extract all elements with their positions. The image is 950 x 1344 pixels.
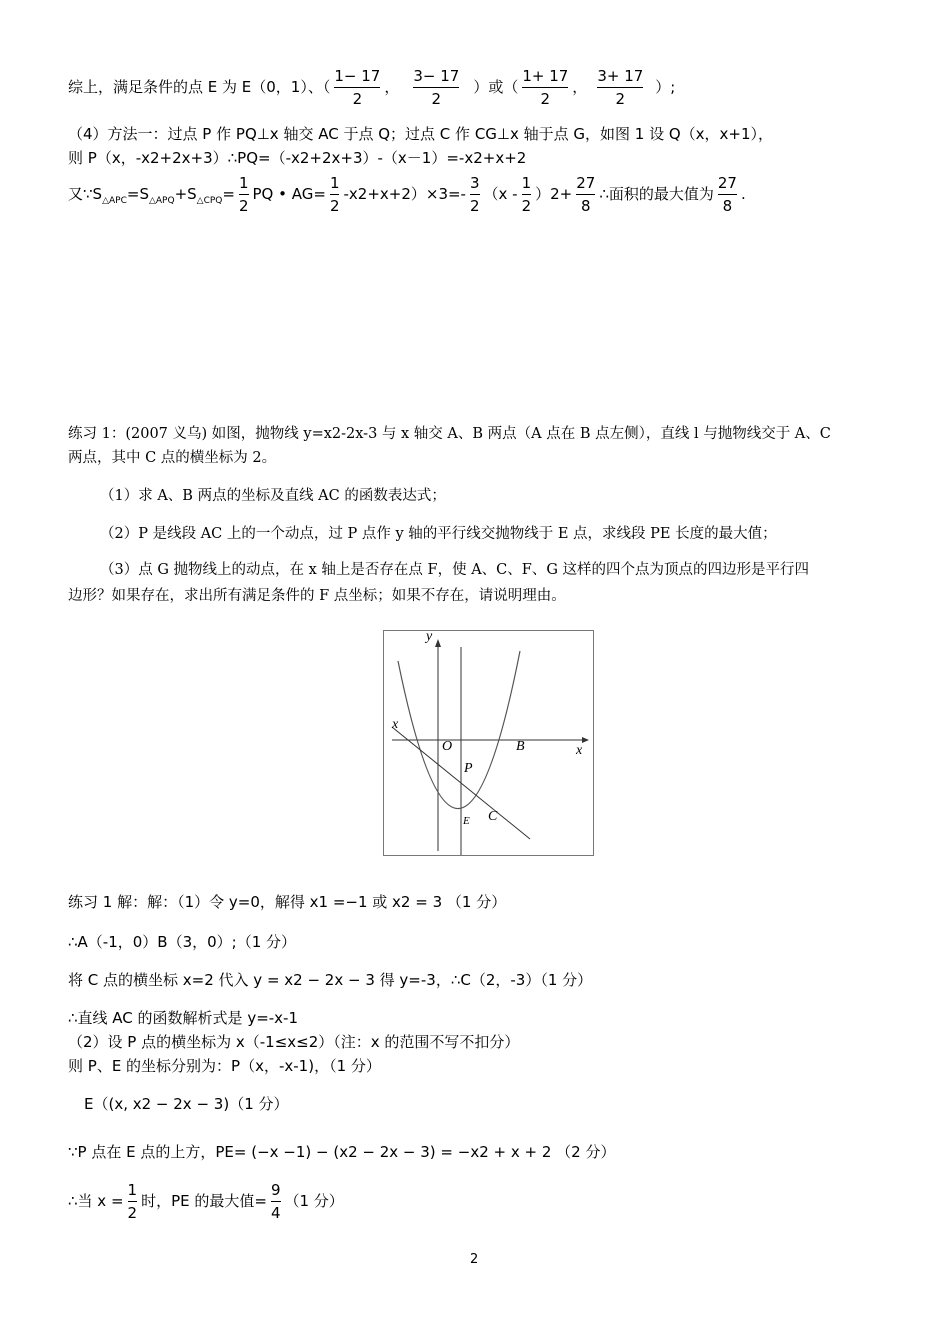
parabola-curve <box>398 651 520 809</box>
question-3a: （3）点 G 抛物线上的动点，在 x 轴上是否存在点 F，使 A、C、F、G 这样的四个点为顶点的四边形是平行四 <box>100 562 810 578</box>
fraction: $\frac{9}{4}$ <box>270 1181 281 1222</box>
fraction: $\frac{3- 17}{2}$ <box>413 67 460 108</box>
solution-8: ∵P 点在 E 点的上方，PE= (−x −1) − (x2 − 2x − 3) = −x2 + x + 2 （2 分） <box>68 1143 616 1161</box>
label-x-left: x <box>392 717 399 732</box>
solution-5: （2）设 P 点的横坐标为 x（-1≤x≤2）（注：x 的范围不写不扣分） <box>68 1033 520 1051</box>
x-axis-arrow <box>582 737 589 743</box>
label-b: B <box>516 739 525 754</box>
fraction: $\frac{1}{2}$ <box>127 1181 138 1222</box>
solution-3: 将 C 点的横坐标 x=2 代入 y = x2 − 2x − 3 得 y=-3，∴C（2，-3）（1 分） <box>68 971 593 989</box>
label-x: x <box>576 743 583 758</box>
label-p: P <box>464 761 473 776</box>
solution-9: ∴当 x = $\frac{1}{2}$ 时，PE 的最大值= $\frac{9}{4}$ （1 分） <box>68 1181 344 1222</box>
label-o: O <box>442 739 453 754</box>
area-line: 又$\because S_{\triangle APC}=S_{\triangle APQ}+S_{\triangle CPQ}=$ $\frac{1}{2}$ PQ • AG= $\frac{1}{2}$ -x2+x+2）×3=- $\frac{3}{2}$ （x - $\frac{1}{2}$ ）2+ $\frac{27}{8}$ ∴面积的最大值为 $\frac{27}{8}$ . <box>68 174 746 215</box>
solution-4: ∴直线 AC 的函数解析式是 y=-x-1 <box>68 1009 299 1027</box>
fraction: $\frac{27}{8}$ <box>717 174 737 215</box>
question-3b: 边形？如果存在，求出所有满足条件的 F 点坐标；如果不存在，请说明理由。 <box>68 588 566 604</box>
fraction: $\frac{1- 17}{2}$ <box>334 67 381 108</box>
method-line: （4）方法一：过点 P 作 PQ⊥x 轴交 AC 于点 Q；过点 C 作 CG⊥x 轴于点 G，如图 1 设 Q（x，x+1）， <box>68 125 774 143</box>
parabola-figure <box>383 630 594 856</box>
fraction: $\frac{3+ 17}{2}$ <box>597 67 644 108</box>
exercise-stem-1: 练习 1：(2007 义乌) 如图，抛物线 y=x2-2x-3 与 x 轴交 A、B 两点（A 点在 B 点左侧），直线 l 与抛物线交于 A、C <box>68 426 831 442</box>
fraction: $\frac{1}{2}$ <box>329 174 340 215</box>
label-c: C <box>488 809 498 824</box>
conclusion-line: 综上，满足条件的点 E 为 E（0，1）、（ $\frac{1- 17}{2}$ ， $\frac{3- 17}{2}$ ）或（ $\frac{1+ 17}{2}$ ， $\frac{3+ 17}{2}$ ）; <box>68 67 676 108</box>
solution-2: ∴A（-1，0）B（3，0）;（1 分） <box>68 933 297 951</box>
pq-line: 则 P（x，-x2+2x+3）∴PQ=（-x2+2x+3）-（x－1）=-x2+x+2 <box>68 149 527 167</box>
page-number: 2 <box>470 1252 479 1267</box>
label-y: y <box>426 629 433 644</box>
label-e: E <box>463 815 470 827</box>
question-1: （1）求 A、B 两点的坐标及直线 AC 的函数表达式； <box>100 488 446 504</box>
fraction: $\frac{1}{2}$ <box>238 174 249 215</box>
fraction: $\frac{1+ 17}{2}$ <box>522 67 569 108</box>
fraction: $\frac{1}{2}$ <box>521 174 532 215</box>
solution-6: 则 P、E 的坐标分别为：P（x，-x-1)，（1 分） <box>68 1057 381 1075</box>
solution-7: E（(x, x2 − 2x − 3)（1 分） <box>84 1095 289 1113</box>
fraction: $\frac{27}{8}$ <box>576 174 596 215</box>
question-2: （2）P 是线段 AC 上的一个动点，过 P 点作 y 轴的平行线交抛物线于 E 点，求线段 PE 长度的最大值； <box>100 526 777 542</box>
y-axis-arrow <box>435 639 441 647</box>
solution-1: 练习 1 解：解：（1）令 y=0，解得 x1 =−1 或 x2 = 3 （1 分） <box>68 893 507 911</box>
exercise-stem-2: 两点，其中 C 点的横坐标为 2。 <box>68 450 277 466</box>
fraction: $\frac{3}{2}$ <box>469 174 480 215</box>
conclusion-text: 综上，满足条件的点 E 为 E（0，1）、（ <box>68 78 331 96</box>
